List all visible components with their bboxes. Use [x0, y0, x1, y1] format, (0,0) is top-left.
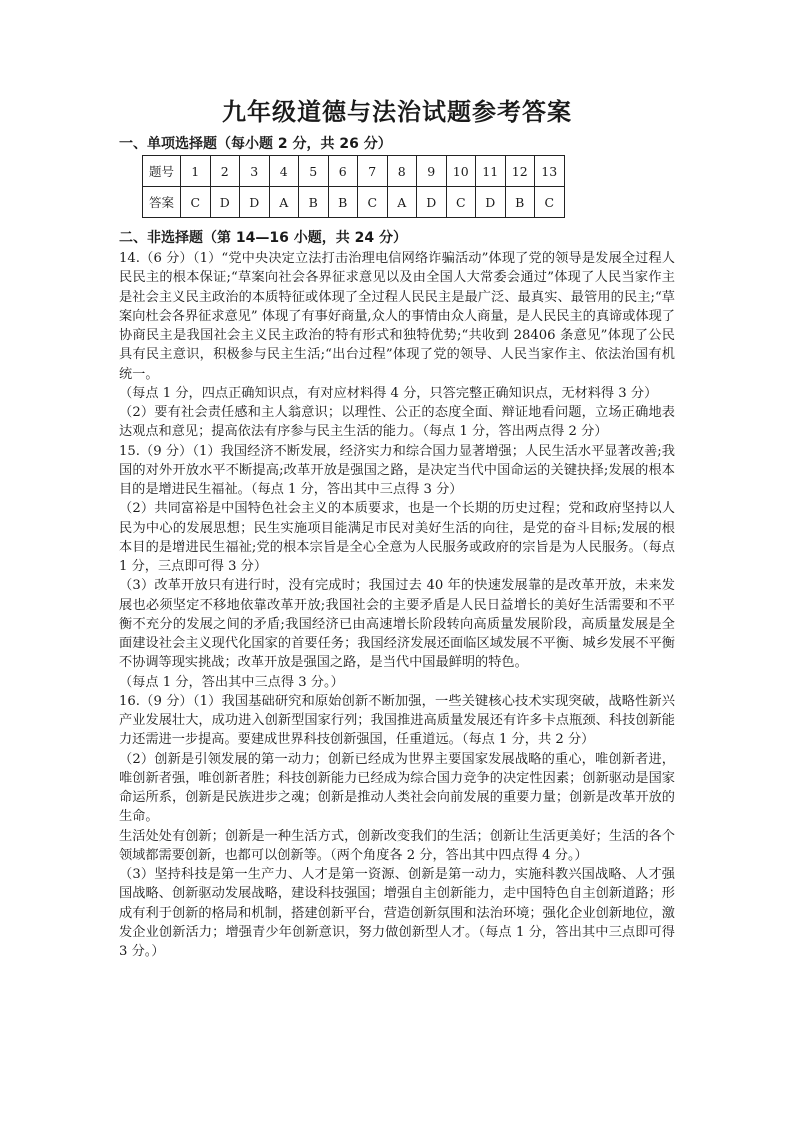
answer-cell: B	[328, 187, 358, 218]
answer-table	[142, 155, 565, 218]
scoring-note-q14-1: （每点 1 分，四点正确知识点，有对应材料得 4 分，只答完整正确知识点，无材料得 3 分）	[119, 385, 658, 401]
answer-cell: C	[446, 187, 476, 218]
question-number: 13	[535, 156, 565, 187]
question-number: 2	[210, 156, 240, 187]
answer-cell: A	[269, 187, 299, 218]
question-number: 9	[417, 156, 447, 187]
answer-cell: D	[417, 187, 447, 218]
answer-paragraph-q16-1: 16.（9 分）（1）我国基础研究和原始创新不断加强，一些关键核心技术实现突破，战略性新兴产业发展壮大，成功进入创新型国家行列；我国推进高质量发展还有许多卡点瓶颈、科技创新能力还需进一步提高。要建成世界科技创新强国，任重道远。（每点 1 分，共 2 分）	[119, 693, 675, 748]
question-number: 8	[387, 156, 417, 187]
answer-cell: D	[210, 187, 240, 218]
answer-paragraph-q16-3: （3）坚持科技是第一生产力、人才是第一资源、创新是第一动力，实施科教兴国战略、人才强国战略、创新驱动发展战略，建设科技强国；增强自主创新能力，走中国特色自主创新道路；形成有利于创新的格局和机制，搭建创新平台，营造创新氛围和法治环境；强化企业创新地位，激发企业创新活力；增强青少年创新意识，努力做创新型人才。（每点 1 分，答出其中三点即可得 3 分。）	[119, 867, 675, 959]
answer-cell: D	[240, 187, 270, 218]
section-2-heading: 二、非选择题（第 14—16 小题，共 24 分）	[119, 230, 407, 246]
answer-cell: A	[387, 187, 417, 218]
answer-cell: C	[358, 187, 388, 218]
question-number: 7	[358, 156, 388, 187]
answer-paragraph-q15-3: （3）改革开放只有进行时，没有完成时；我国过去 40 年的快速发展靠的是改革开放，未来发展也必须坚定不移地依靠改革开放;我国社会的主要矛盾是人民日益增长的美好生活需要和不平衡不充分的发展之间的矛盾;我国经济已由高速增长阶段转向高质量发展阶段，高质量发展是全面建设社会主义现代化国家的首要任务；我国经济发展还面临区域发展不平衡、城乡发展不平衡不协调等现实挑战；改革开放是强国之路，是当代中国最鲜明的特色。	[119, 578, 675, 671]
answer-paragraph-q16-2: （2）创新是引领发展的第一动力；创新已经成为世界主要国家发展战略的重心，唯创新者进，唯创新者强，唯创新者胜；科技创新能力已经成为综合国力竞争的决定性因素；创新驱动是国家命运所系，创新是民族进步之魂；创新是推动人类社会向前发展的重要力量；创新是改革开放的生命。	[119, 751, 675, 825]
page-title: 九年级道德与法治试题参考答案	[222, 98, 572, 126]
answer-paragraph-q15-1: 15.（9 分）（1）我国经济不断发展，经济实力和综合国力显著增强；人民生活水平显著改善;我国的对外开放水平不断提高;改革开放是强国之路，是决定当代中国命运的关键抉择;发展的根本目的是增进民生福祉。（每点 1 分，答出其中三点得 3 分）	[119, 443, 675, 497]
answer-body	[119, 249, 675, 961]
question-number: 3	[240, 156, 270, 187]
question-number: 12	[505, 156, 535, 187]
question-number: 10	[446, 156, 476, 187]
answer-paragraph-q15-2: （2）共同富裕是中国特色社会主义的本质要求，也是一个长期的历史过程；党和政府坚持以人民为中心的发展思想；民生实施项目能满足市民对美好生活的向往，是党的奋斗目标;发展的根本目的是增进民生福祉;党的根本宗旨是全心全意为人民服务或政府的宗旨是为人民服务。（每点 1 分，三点即可得 3 分）	[119, 501, 675, 574]
answer-cell: C	[181, 187, 211, 218]
answer-row	[143, 187, 565, 218]
scoring-note-q15-3: （每点 1 分，答出其中三点得 3 分。）	[119, 674, 344, 690]
answer-paragraph-q14-2: （2）要有社会责任感和主人翁意识；以理性、公正的态度全面、辩证地看问题，立场正确地表达观点和意见；提高依法有序参与民主生活的能力。（每点 1 分，答出两点得 2 分）	[119, 405, 675, 440]
answer-cell: B	[505, 187, 535, 218]
answer-paragraph-q16-2b: 生活处处有创新；创新是一种生活方式，创新改变我们的生活；创新让生活更美好；生活的各个领域都需要创新，也都可以创新等。（两个角度各 2 分，答出其中四点得 4 分。）	[119, 828, 675, 863]
section-1-heading: 一、单项选择题（每小题 2 分，共 26 分）	[119, 136, 392, 152]
answer-paragraph-q14-1: 14.（6 分）（1）“党中央决定立法打击治理电信网络诈骗活动”体现了党的领导是发展全过程人民民主的根本保证;“草案向社会各界征求意见以及由全国人大常委会通过”体现了人民当家作主是社会主义民主政治的本质特征或体现了全过程人民民主是最广泛、最真实、最管用的民主;“草案向杜会各界征求意见” 体现了有事好商量,众人的事情由众人商量，是人民民主的真谛或体现了协商民主是我国社会主义民主政治的特有形式和独特优势;“共收到 28406 条意见”体现了公民具有民主意识，积极参与民主生活;“出台过程”体现了党的领导、人民当家作主、依法治国有机统一。	[119, 251, 675, 382]
answer-cell: D	[476, 187, 506, 218]
question-number: 6	[328, 156, 358, 187]
row-label-number: 题号	[143, 156, 181, 187]
row-label-answer: 答案	[143, 187, 181, 218]
question-number: 11	[476, 156, 506, 187]
question-number-row	[143, 156, 565, 187]
answer-cell: C	[535, 187, 565, 218]
question-number: 4	[269, 156, 299, 187]
question-number: 1	[181, 156, 211, 187]
question-number: 5	[299, 156, 329, 187]
answer-cell: B	[299, 187, 329, 218]
